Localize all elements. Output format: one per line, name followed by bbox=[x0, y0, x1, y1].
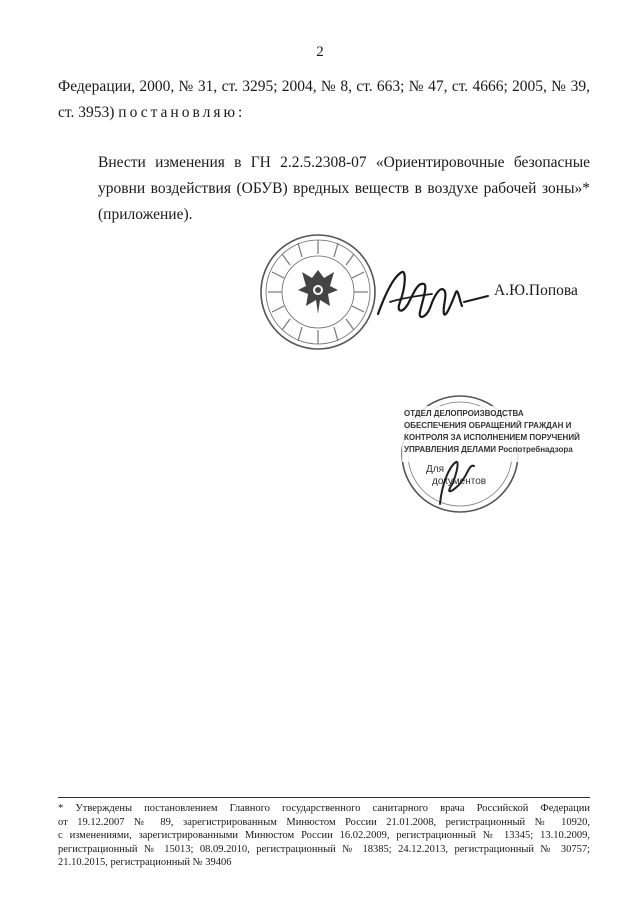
text-line: Федерации, 2000, № 31, ст. 3295; 2004, № 8, ст. 663; № 47, ст. 4666; 2005, № 39, bbox=[58, 78, 590, 95]
footnote-line: от 19.12.2007 № 89, зарегистрированным Минюстом России 21.01.2008, регистрационный № 10920, bbox=[58, 816, 590, 828]
stamp-line: документов bbox=[432, 476, 487, 487]
decree-paragraph-2 bbox=[58, 150, 590, 228]
stamp-line: КОНТРОЛЯ ЗА ИСПОЛНЕНИЕМ ПОРУЧЕНИЙ bbox=[404, 433, 580, 442]
certification-stamp bbox=[380, 392, 580, 517]
text-line: уровни воздействия (ОБУВ) вредных веществ в воздухе рабочей зоны»* bbox=[98, 180, 590, 197]
decree-paragraph-1 bbox=[58, 74, 590, 126]
footnote-divider bbox=[58, 797, 590, 798]
footnote-line: с изменениями, зарегистрированными Минюстом России 16.02.2009, регистрационный № 13345; 13.10.2009, bbox=[58, 830, 590, 841]
official-seal bbox=[258, 232, 378, 352]
signer-name: А.Ю.Попова bbox=[494, 282, 578, 299]
decree-word: постановляю: bbox=[118, 104, 246, 121]
footnote-line: 21.10.2015, регистрационный № 39406 bbox=[58, 857, 232, 868]
text-line: Внести изменения в ГН 2.2.5.2308-07 «Ориентировочные безопасные bbox=[98, 154, 590, 171]
footnote-line: * Утверждены постановлением Главного государственного санитарного врача Российской Федерации bbox=[58, 803, 590, 814]
eagle-emblem-icon bbox=[298, 270, 338, 314]
page-number: 2 bbox=[316, 44, 324, 60]
stamp-line: УПРАВЛЕНИЯ ДЕЛАМИ Роспотребнадзора bbox=[404, 445, 573, 454]
text-line: (приложение). bbox=[98, 206, 193, 223]
stamp-line: Для bbox=[426, 464, 445, 475]
stamp-line: ОБЕСПЕЧЕНИЯ ОБРАЩЕНИЙ ГРАЖДАН И bbox=[404, 421, 572, 430]
stamp-line: ОТДЕЛ ДЕЛОПРОИЗВОДСТВА bbox=[404, 409, 524, 418]
footnote-line: регистрационный № 15013; 08.09.2010, регистрационный № 18385; 24.12.2013, регистрационный № 30757; bbox=[58, 843, 590, 855]
footnote bbox=[58, 802, 590, 870]
signature bbox=[372, 262, 490, 332]
text-fragment: ст. 3953) bbox=[58, 104, 119, 121]
text-line bbox=[58, 100, 590, 126]
